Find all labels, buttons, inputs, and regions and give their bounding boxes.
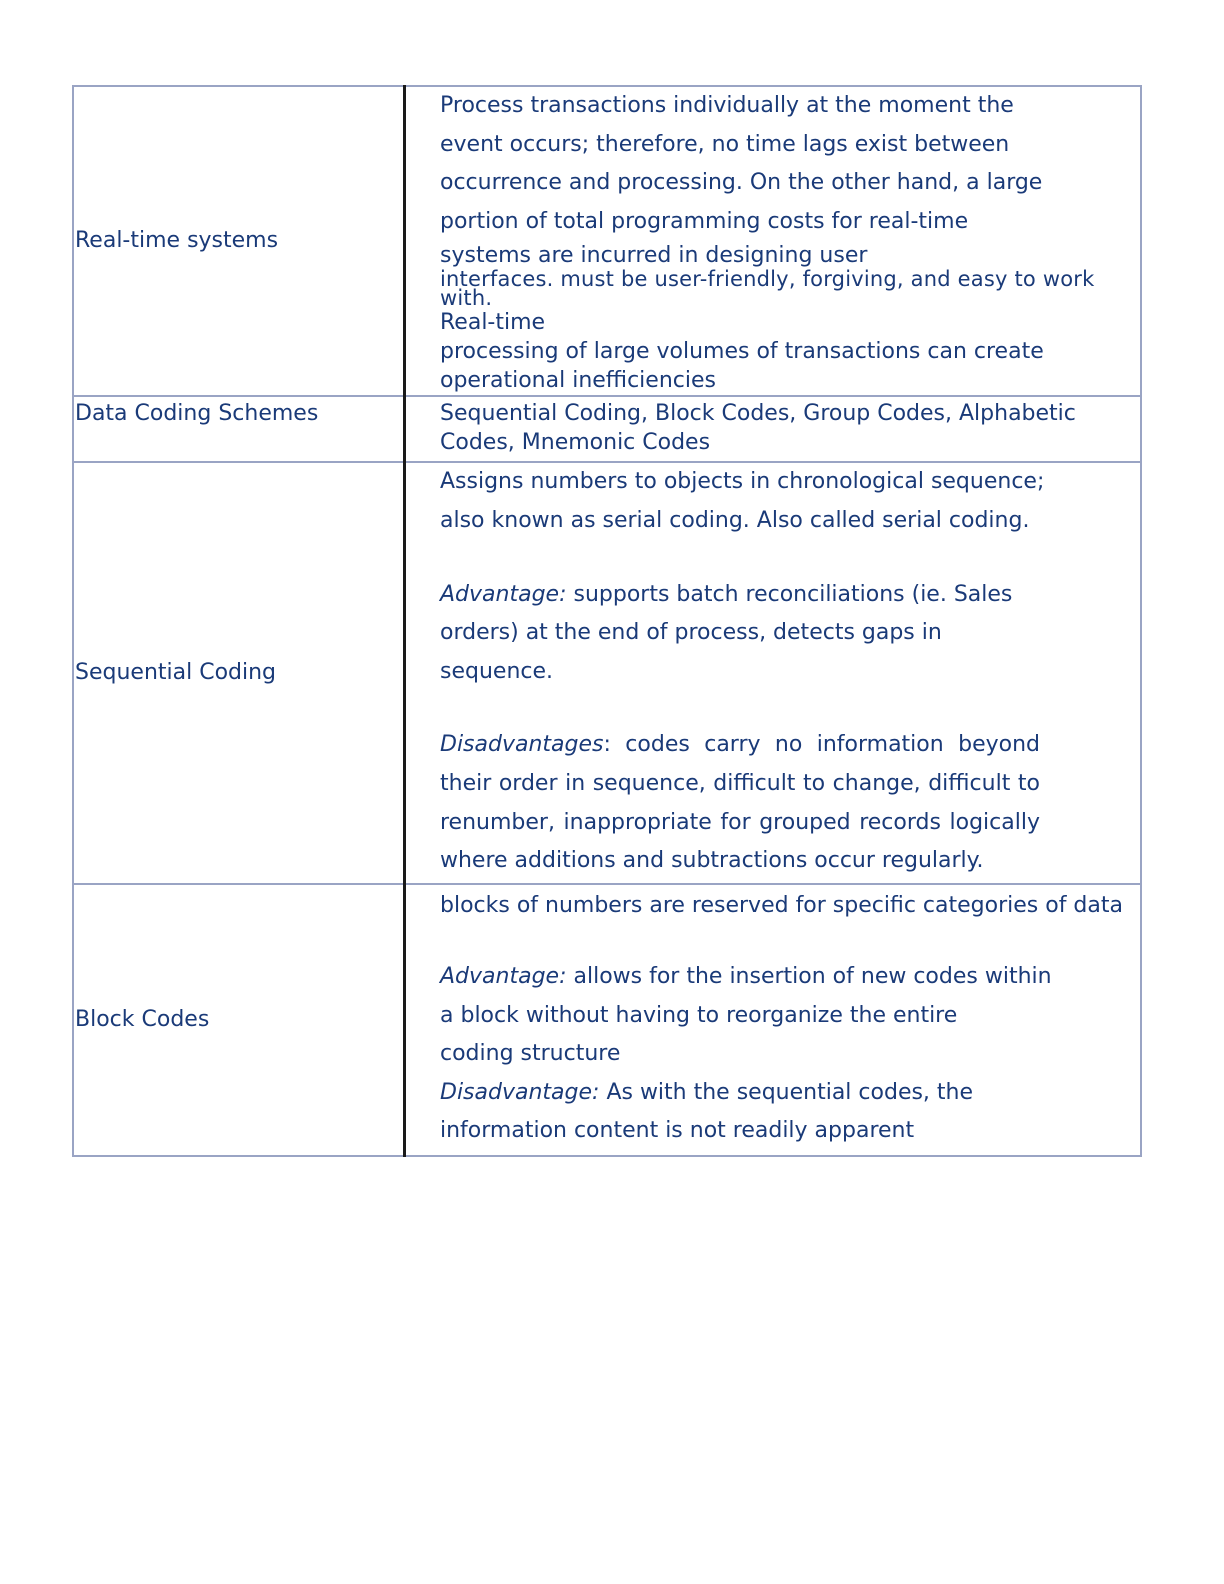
definition-line: operational inefficiencies xyxy=(440,368,716,394)
disadvantage-line: their order in sequence, difficult to change, difficult to xyxy=(440,770,1040,796)
disadvantage-label: Disadvantages xyxy=(440,732,604,758)
term-label: Data Coding Schemes xyxy=(75,401,319,427)
advantage-line: sequence. xyxy=(440,658,554,684)
definition-cell xyxy=(405,396,1142,462)
term-cell xyxy=(73,462,405,884)
advantage-label: Advantage: xyxy=(440,963,567,989)
term-label: Block Codes xyxy=(75,1007,210,1033)
disadvantage-line: where additions and subtractions occur regularly. xyxy=(440,848,984,874)
term-cell xyxy=(73,396,405,462)
definition-cell xyxy=(405,462,1142,884)
table-row-block-codes xyxy=(73,884,1141,1156)
definition-cell xyxy=(405,884,1142,1156)
definition-line: processing of large volumes of transactions can create xyxy=(440,339,1044,365)
definition-line: event occurs; therefore, no time lags exist between xyxy=(440,131,1010,157)
definition-line: Assigns numbers to objects in chronological sequence; xyxy=(440,469,1045,495)
definition-line: Real-time xyxy=(440,310,546,336)
advantage-label: Advantage: xyxy=(440,581,567,607)
definition-line: systems are incurred in designing user xyxy=(440,243,868,269)
definition-line: Codes, Mnemonic Codes xyxy=(440,430,711,456)
disadvantage-line: information content is not readily apparent xyxy=(440,1118,915,1144)
advantage-line: a block without having to reorganize the entire xyxy=(440,1002,958,1028)
definition-line: blocks of numbers are reserved for specific categories of data xyxy=(440,893,1123,919)
definition-line: interfaces. must be user-friendly, forgiving, and easy to work with. xyxy=(440,267,1095,311)
definition-line: occurrence and processing. On the other hand, a large xyxy=(440,170,1043,196)
term-label: Sequential Coding xyxy=(75,660,277,686)
term-cell xyxy=(73,884,405,1156)
definitions-table xyxy=(72,85,1142,1157)
table-row-data-coding-schemes xyxy=(73,396,1141,462)
advantage-line: Advantage: supports batch reconciliations (ie. Sales xyxy=(440,581,1013,607)
definition-line: Sequential Coding, Block Codes, Group Codes, Alphabetic xyxy=(440,401,1076,427)
definition-line: portion of total programming costs for real-time xyxy=(440,208,969,234)
table-row-sequential-coding xyxy=(73,462,1141,884)
disadvantage-line: Disadvantages: codes carry no information beyond xyxy=(440,732,1040,758)
disadvantage-line: Disadvantage: As with the sequential codes, the xyxy=(440,1079,974,1105)
advantage-line: orders) at the end of process, detects gaps in xyxy=(440,620,942,646)
table-row-real-time-systems xyxy=(73,86,1141,396)
term-label: Real-time systems xyxy=(75,227,279,253)
advantage-line: coding structure xyxy=(440,1041,621,1067)
definition-cell xyxy=(405,86,1142,396)
disadvantage-line: renumber, inappropriate for grouped records logically xyxy=(440,809,1040,835)
disadvantage-label: Disadvantage: xyxy=(440,1079,600,1105)
definition-line: also known as serial coding. Also called serial coding. xyxy=(440,507,1030,533)
advantage-line: Advantage: allows for the insertion of new codes within xyxy=(440,963,1052,989)
term-cell xyxy=(73,86,405,396)
definition-line: Process transactions individually at the moment the xyxy=(440,93,1014,118)
